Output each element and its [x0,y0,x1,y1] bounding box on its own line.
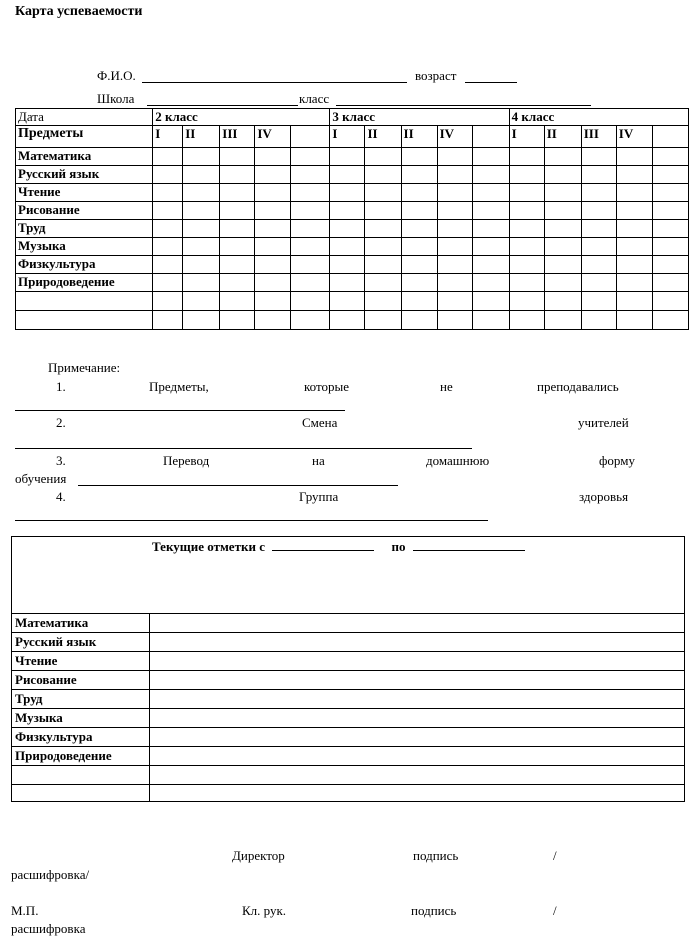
grade-cell[interactable] [652,166,688,184]
director-label: Директор [232,848,285,863]
grade-cell[interactable] [153,166,183,184]
grade-cell[interactable] [255,148,291,166]
grade-cell[interactable] [544,166,581,184]
quarter-header: II [401,126,437,148]
grade-cell[interactable] [581,256,616,274]
grade-cell[interactable] [652,148,688,166]
grade-cell[interactable] [220,311,255,330]
quarter-header: II [365,126,401,148]
grade-cell[interactable] [153,202,183,220]
subject-label: Природоведение [15,748,112,763]
subject-label: Труд [16,220,153,238]
grade-cell[interactable] [365,292,401,311]
grade-cell[interactable] [509,274,544,292]
grade-cell[interactable] [509,256,544,274]
grade-cell[interactable] [183,274,220,292]
table-row [16,274,689,292]
grade-cell[interactable] [616,256,652,274]
grade-cell[interactable] [652,311,688,330]
grade-cell[interactable] [509,148,544,166]
grade-cell[interactable] [401,184,437,202]
grade-cell[interactable] [183,256,220,274]
grade-cell[interactable] [220,148,255,166]
note-2-field[interactable] [15,448,472,449]
subject-label [16,292,153,311]
grade-cell[interactable] [330,220,365,238]
grade-cell[interactable] [153,292,183,311]
grade-cell[interactable] [255,202,291,220]
subject-label: Русский язык [16,166,153,184]
grade-cell[interactable] [437,292,472,311]
grade-cell[interactable] [652,292,688,311]
document-title: Карта успеваемости [15,4,143,19]
grade-cell[interactable] [365,184,401,202]
grade-cell[interactable] [581,292,616,311]
grade-cell[interactable] [652,202,688,220]
grade-cell[interactable] [183,148,220,166]
grade-cell[interactable] [509,166,544,184]
table-row [16,311,689,330]
current-marks-rows [12,613,684,803]
grade-cell[interactable] [291,166,330,184]
grade-cell[interactable] [291,274,330,292]
grade-cell[interactable] [330,256,365,274]
grade-cell[interactable] [153,311,183,330]
grade-cell[interactable] [472,292,509,311]
grade-cell[interactable] [509,292,544,311]
grade-cell[interactable] [616,166,652,184]
subject-label: Математика [16,148,153,166]
grade-cell[interactable] [401,202,437,220]
grade-cell[interactable] [437,238,472,256]
grade-cell[interactable] [437,256,472,274]
quarter-header: IV [255,126,291,148]
subject-label: Музыка [15,710,63,725]
grade-cell[interactable] [581,220,616,238]
grade-cell[interactable] [401,238,437,256]
grade-cell[interactable] [153,256,183,274]
grade-cell[interactable] [401,220,437,238]
grade-cell[interactable] [220,274,255,292]
quarter-header: III [581,126,616,148]
grade-cell[interactable] [472,166,509,184]
grade-cell[interactable] [437,166,472,184]
note-item-3: 3. Перевод на домашнюю форму [56,453,635,468]
grade-cell[interactable] [255,256,291,274]
grade-cell[interactable] [437,184,472,202]
grade-cell[interactable] [220,166,255,184]
grade-cell[interactable] [472,220,509,238]
grade-cell[interactable] [220,220,255,238]
stamp-label: М.П. [11,903,39,918]
column-divider [149,613,150,801]
grade-cell[interactable] [509,202,544,220]
subject-label [16,311,153,330]
note-3-continuation: обучения [15,471,67,486]
class-label: класс [299,91,330,106]
table-row [16,220,689,238]
grade-cell[interactable] [330,202,365,220]
grade-cell[interactable] [581,166,616,184]
grade-cell[interactable] [255,166,291,184]
grade-cell[interactable] [652,274,688,292]
grade-cell[interactable] [291,202,330,220]
quarter-header [472,126,509,148]
table-row[interactable] [12,727,684,746]
grade-cell[interactable] [153,184,183,202]
grade-cell[interactable] [401,148,437,166]
subject-label: Математика [15,615,89,630]
grade-cell[interactable] [365,256,401,274]
current-marks-title: Текущие отметки с по [152,539,525,555]
subject-label: Природоведение [16,274,153,292]
grade-cell[interactable] [509,220,544,238]
grade-cell[interactable] [401,274,437,292]
fio-label: Ф.И.О. [97,68,136,83]
table-row [16,184,689,202]
grade-cell[interactable] [652,184,688,202]
grade-cell[interactable] [183,238,220,256]
grade-cell[interactable] [365,274,401,292]
note-item-4: 4. Группа здоровья [56,489,629,504]
grades-header-row [16,109,689,126]
signature-label: подпись [413,848,459,863]
grade-cell[interactable] [544,238,581,256]
grade-cell[interactable] [544,202,581,220]
quarters-row [16,126,689,148]
quarter-header: II [183,126,220,148]
table-row [16,292,689,311]
decoding-label-2: расшифровка [11,921,86,936]
grade-cell[interactable] [472,184,509,202]
grade-cell[interactable] [153,220,183,238]
grade-cell[interactable] [472,238,509,256]
grade-cell[interactable] [472,274,509,292]
grade-cell[interactable] [509,238,544,256]
grade-cell[interactable] [437,311,472,330]
note-item-2: 2. Смена учителей [56,415,629,430]
grade-cell[interactable] [183,292,220,311]
subject-label: Труд [15,691,43,706]
grade-cell[interactable] [220,238,255,256]
note-3-field[interactable] [78,485,398,486]
grade-cell[interactable] [255,184,291,202]
date-to-field[interactable] [413,540,525,551]
table-row[interactable] [12,613,684,632]
slash: / [553,848,557,863]
grade-cell[interactable] [472,202,509,220]
grade-cell[interactable] [183,220,220,238]
table-row[interactable] [12,746,684,765]
grade-cell[interactable] [291,256,330,274]
grade-cell[interactable] [255,238,291,256]
grade-cell[interactable] [365,148,401,166]
grade-cell[interactable] [183,202,220,220]
grade-cell[interactable] [153,274,183,292]
subject-label: Чтение [15,653,58,668]
grade-cell[interactable] [330,148,365,166]
quarter-header [291,126,330,148]
grade-cell[interactable] [220,202,255,220]
table-row [16,238,689,256]
date-from-field[interactable] [272,540,374,551]
grade-cell[interactable] [330,274,365,292]
grade-cell[interactable] [652,238,688,256]
grade-cell[interactable] [183,311,220,330]
subject-label: Физкультура [15,729,93,744]
grade-cell[interactable] [616,292,652,311]
grade-cell[interactable] [255,292,291,311]
table-row[interactable] [12,670,684,689]
grade-cell[interactable] [291,311,330,330]
grade-cell[interactable] [581,184,616,202]
grade-cell[interactable] [330,166,365,184]
grade-cell[interactable] [255,220,291,238]
subject-label: Русский язык [15,634,97,649]
quarter-header: I [509,126,544,148]
note-4-field[interactable] [15,520,488,521]
quarter-header: III [220,126,255,148]
age-field[interactable] [465,82,517,83]
grade-cell[interactable] [330,238,365,256]
grade-cell[interactable] [291,184,330,202]
grade-cell[interactable] [255,311,291,330]
class-field[interactable] [336,105,591,106]
grade-cell[interactable] [544,184,581,202]
fio-field[interactable] [142,82,407,83]
subject-label: Физкультура [16,256,153,274]
grade-cell[interactable] [220,184,255,202]
grade-cell[interactable] [291,148,330,166]
grade-cell[interactable] [544,311,581,330]
class-teacher-label: Кл. рук. [242,903,287,918]
table-row [16,166,689,184]
current-marks-table [11,536,685,802]
grade-cell[interactable] [183,184,220,202]
table-row [16,148,689,166]
grade-3-header: 3 класс [330,109,509,126]
subject-label: Рисование [15,672,77,687]
grade-cell[interactable] [509,184,544,202]
slash-2: / [553,903,557,918]
grade-cell[interactable] [220,292,255,311]
quarter-header: IV [437,126,472,148]
grade-cell[interactable] [183,166,220,184]
grade-cell[interactable] [544,148,581,166]
grade-cell[interactable] [616,311,652,330]
grade-cell[interactable] [437,148,472,166]
grade-cell[interactable] [472,256,509,274]
grade-cell[interactable] [616,274,652,292]
grade-cell[interactable] [330,311,365,330]
grades-table [15,108,689,330]
quarter-header: I [330,126,365,148]
grade-cell[interactable] [330,184,365,202]
age-label: возраст [415,68,457,83]
grade-cell[interactable] [437,274,472,292]
grade-cell[interactable] [291,238,330,256]
table-row[interactable] [12,784,684,803]
grade-cell[interactable] [365,166,401,184]
quarter-header: II [544,126,581,148]
subjects-header: Предметы [16,126,153,148]
school-label: Школа [97,91,135,106]
signature-label-2: подпись [411,903,457,918]
grade-cell[interactable] [652,220,688,238]
table-row [16,202,689,220]
grade-cell[interactable] [153,238,183,256]
grade-cell[interactable] [401,292,437,311]
grade-cell[interactable] [291,292,330,311]
grade-cell[interactable] [472,311,509,330]
grade-cell[interactable] [616,238,652,256]
quarter-header [652,126,688,148]
grade-cell[interactable] [401,311,437,330]
school-field[interactable] [147,105,298,106]
grade-cell[interactable] [652,256,688,274]
grade-cell[interactable] [365,311,401,330]
table-row [16,256,689,274]
grade-4-header: 4 класс [509,109,688,126]
table-row[interactable] [12,708,684,727]
table-row[interactable] [12,689,684,708]
grade-cell[interactable] [544,274,581,292]
grade-cell[interactable] [365,202,401,220]
quarter-header: I [153,126,183,148]
grade-cell[interactable] [365,220,401,238]
decoding-label: расшифровка/ [11,867,90,882]
subject-label: Рисование [16,202,153,220]
quarter-header: IV [616,126,652,148]
notes-heading: Примечание: [48,360,121,375]
grade-cell[interactable] [472,148,509,166]
grade-cell[interactable] [581,274,616,292]
grade-2-header: 2 класс [153,109,330,126]
grade-cell[interactable] [581,238,616,256]
grade-cell[interactable] [365,238,401,256]
grade-cell[interactable] [544,256,581,274]
grade-cell[interactable] [544,220,581,238]
table-row[interactable] [12,765,684,784]
grade-cell[interactable] [437,220,472,238]
table-row[interactable] [12,632,684,651]
grade-cell[interactable] [581,202,616,220]
grade-cell[interactable] [581,148,616,166]
grade-cell[interactable] [401,256,437,274]
grade-cell[interactable] [616,202,652,220]
grade-cell[interactable] [616,148,652,166]
grade-cell[interactable] [255,274,291,292]
grade-cell[interactable] [220,256,255,274]
grade-cell[interactable] [330,292,365,311]
note-item-1: 1. Предметы, которые не преподавались [56,379,619,394]
grade-cell[interactable] [544,292,581,311]
grade-cell[interactable] [401,166,437,184]
subject-label: Чтение [16,184,153,202]
table-row[interactable] [12,651,684,670]
grade-cell[interactable] [509,311,544,330]
grade-cell[interactable] [616,220,652,238]
date-header: Дата [16,109,153,126]
note-1-field[interactable] [15,410,345,411]
subject-label: Музыка [16,238,153,256]
grade-cell[interactable] [616,184,652,202]
grade-cell[interactable] [291,220,330,238]
grade-cell[interactable] [437,202,472,220]
grade-cell[interactable] [581,311,616,330]
grade-cell[interactable] [153,148,183,166]
